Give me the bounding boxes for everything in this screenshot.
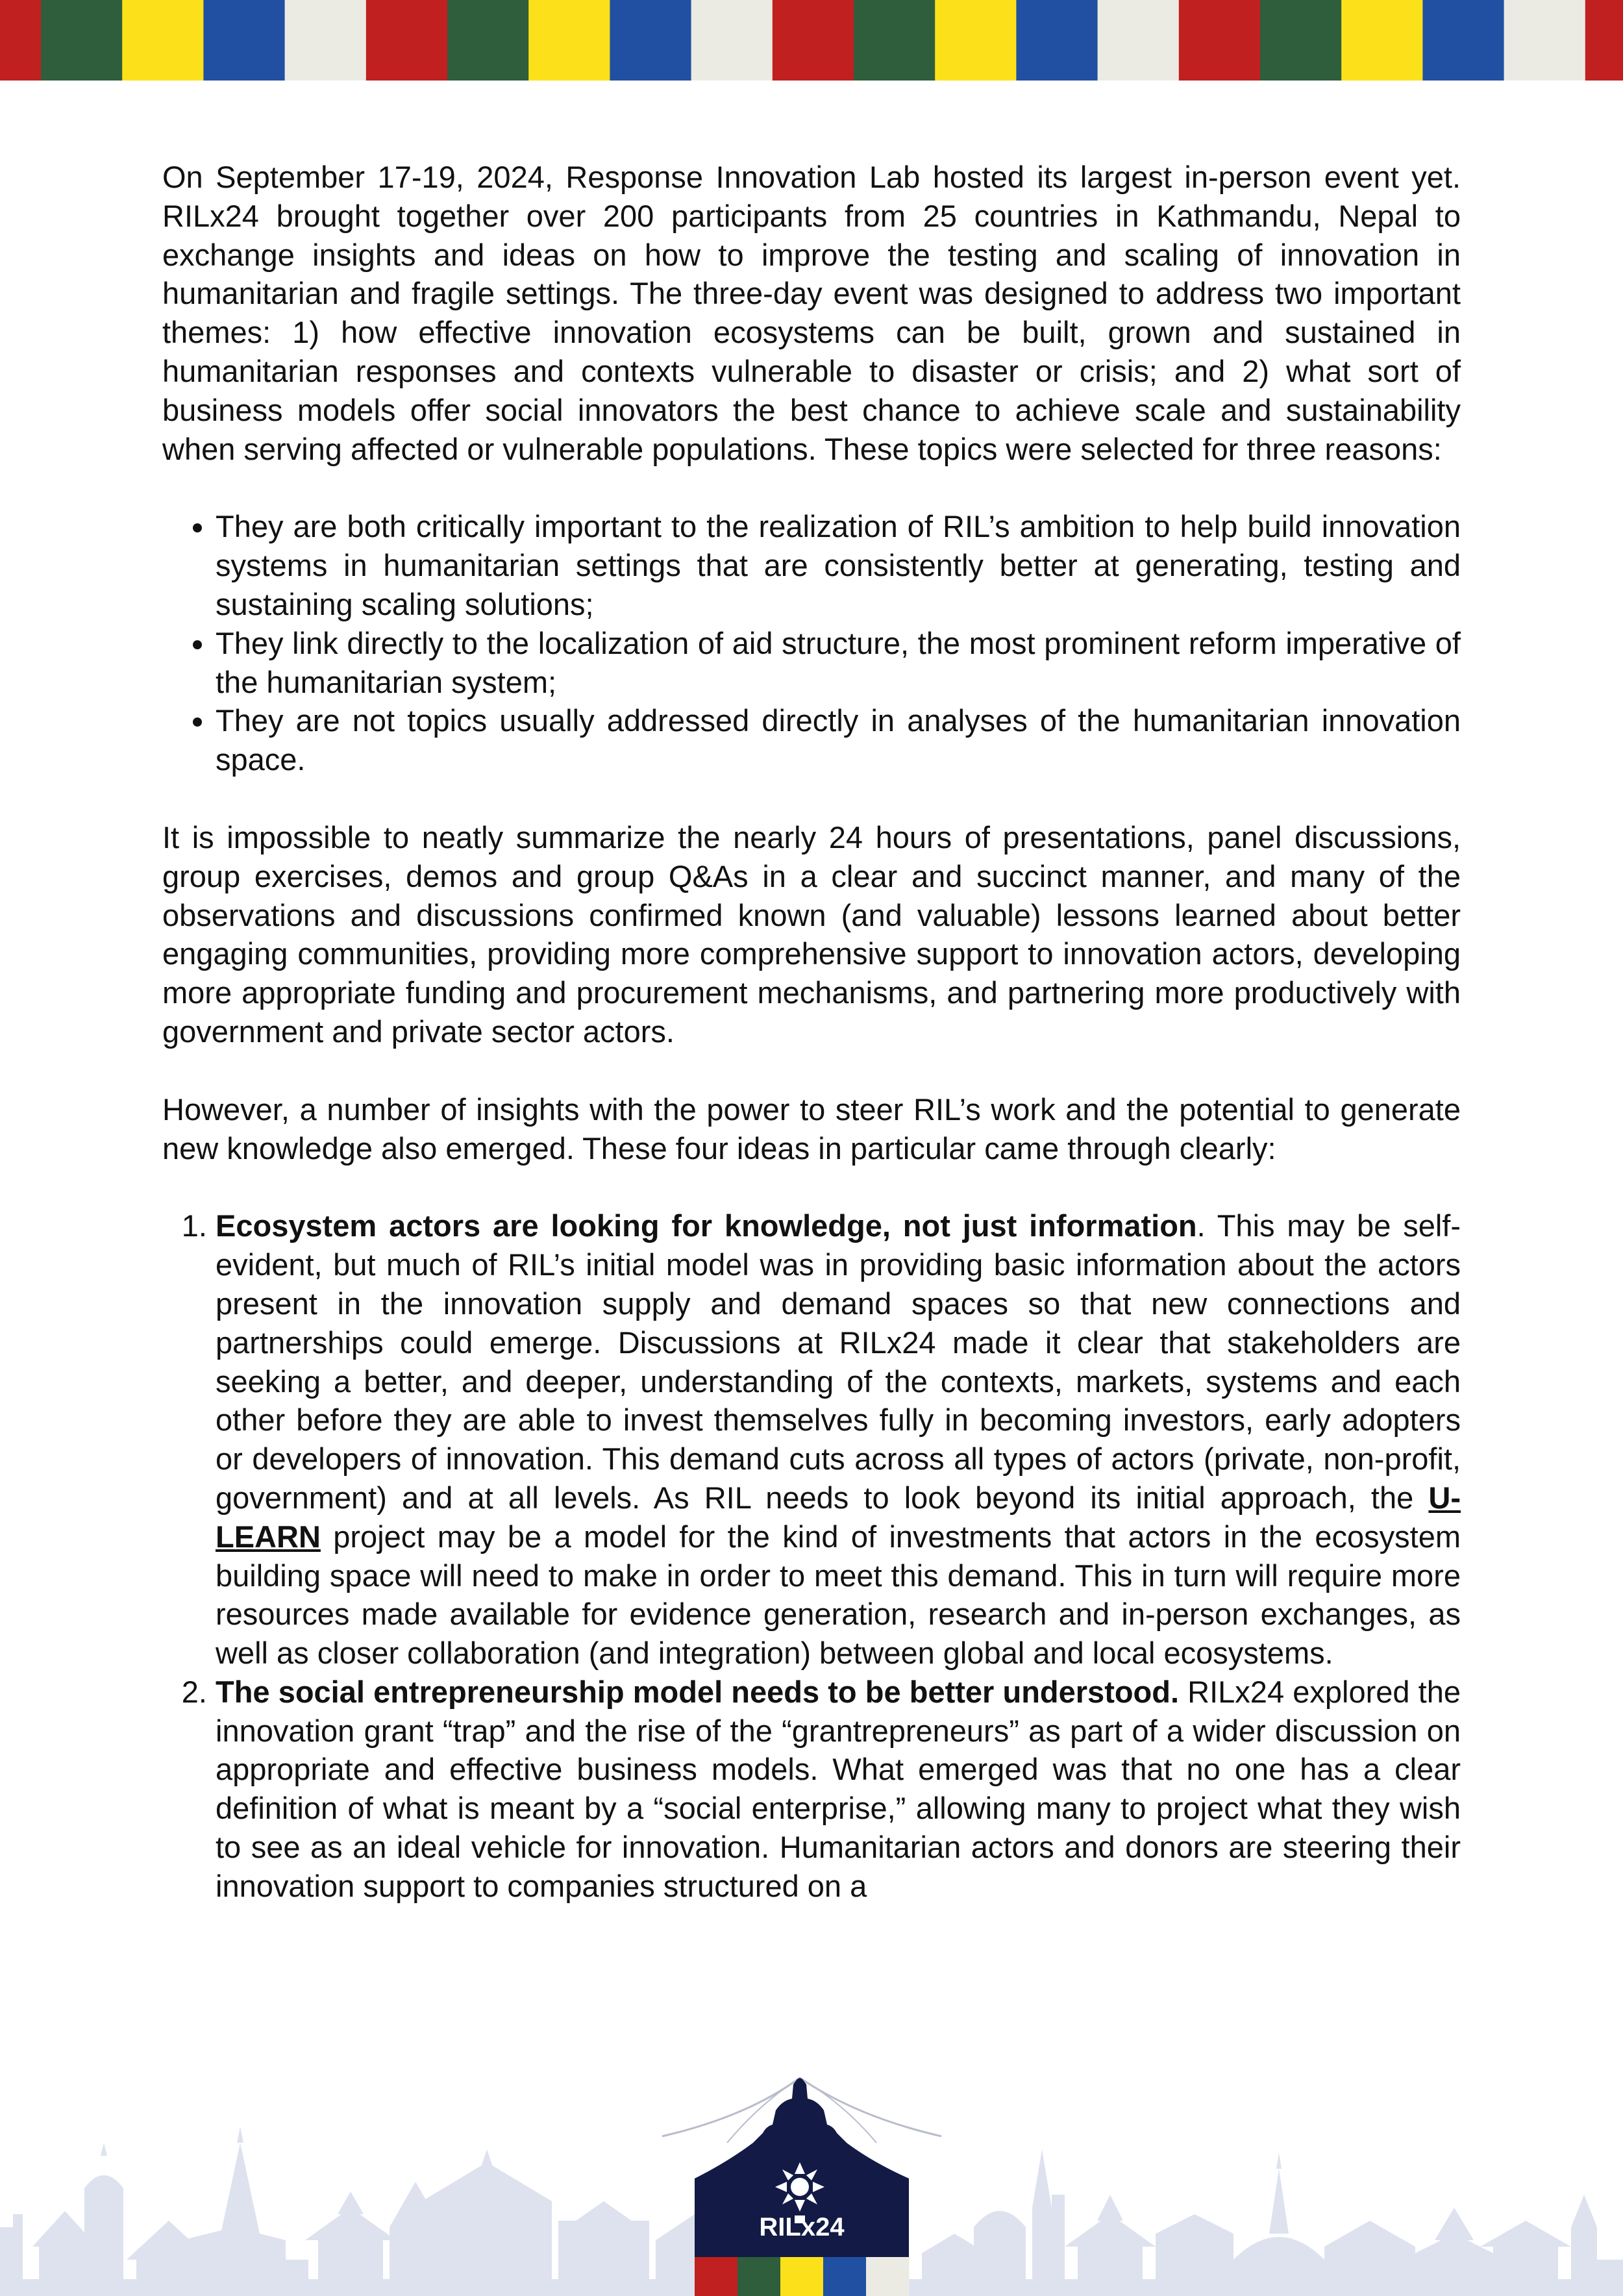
insight-text: project may be a model for the kind of investments that actors in the ecosystem building space will need to make in order to meet this demand. This in turn will require more resources made available for evidence generation, research and in-person exchanges, as well as closer collaboration (and integration) between global and local ecosystems. — [216, 1519, 1461, 1671]
reason-item: • They link directly to the localization of aid structure, the most prominent reform imperative of the humanitarian system; — [216, 624, 1461, 702]
logo-color-band — [737, 2257, 781, 2296]
insight-text: . This may be self-evident, but much of RIL’s initial model was in providing basic information about the actors present in the innovation supply and demand spaces so that new connections and partnerships could emerge. Discussions at RILx24 made it clear that stakeholders are seeking a better, and deeper, understanding of the contexts, markets, systems and each other before they are able to invest themselves fully in becoming investors, early adopters or developers of innovation. This demand cuts across all types of actors (private, non-profit, government) and at all levels. As RIL needs to look beyond its initial approach, the — [216, 1208, 1461, 1515]
flag-block — [528, 0, 610, 81]
logo-wordmark: RILx24 — [759, 2213, 845, 2241]
flag-block — [935, 0, 1017, 81]
flag-block — [773, 0, 854, 81]
logo-color-band — [780, 2257, 824, 2296]
prayer-flag-banner — [0, 0, 1623, 81]
article-body — [162, 158, 1461, 1906]
flag-block — [203, 0, 285, 81]
insight-item — [216, 1673, 1461, 1906]
logo-color-band — [866, 2257, 910, 2296]
insights-list — [162, 1206, 1461, 1905]
flag-block — [1098, 0, 1180, 81]
logo-color-band — [695, 2257, 738, 2296]
flag-block — [1422, 0, 1504, 81]
insight-text: RILx24 explored the innovation grant “trap” and the rise of the “grantrepreneurs” as part of a wider discussion on appropriate and effective business models. What emerged was that no one has a clear definition of what is meant by a “social enterprise,” allowing many to project what they wish to see as an ideal vehicle for innovation. Humanitarian actors and donors are steering their innovation support to companies structured on a — [216, 1674, 1461, 1903]
flag-block — [1341, 0, 1423, 81]
footer-skyline — [0, 2065, 1623, 2296]
rilx24-logo — [695, 2078, 910, 2296]
logo-color-band — [823, 2257, 867, 2296]
flag-block — [41, 0, 123, 81]
summary-paragraph: It is impossible to neatly summarize the nearly 24 hours of presentations, panel discussions, group exercises, demos and group Q&As in a clear and succinct manner, and many of the observations and discussions confirmed known (and valuable) lessons learned about better engaging communities, providing more comprehensive support to innovation actors, developing more appropriate funding and procurement mechanisms, and partnering more productively with government and private sector actors. — [162, 819, 1461, 1049]
flag-block — [1016, 0, 1098, 81]
u-learn-link[interactable]: U-LEARN — [216, 1480, 1461, 1554]
reasons-list — [162, 507, 1461, 779]
flag-block — [691, 0, 773, 81]
prayer-flag-strip — [0, 0, 1623, 81]
flag-block — [122, 0, 204, 81]
flag-block — [1179, 0, 1261, 81]
insights-intro-paragraph: However, a number of insights with the power to steer RIL’s work and the potential to generate new knowledge also emerged. These four ideas in particular came through clearly: — [162, 1092, 1461, 1166]
insight-heading: Ecosystem actors are looking for knowledge, not just information — [216, 1208, 1197, 1243]
flag-block — [854, 0, 935, 81]
flag-block — [1585, 0, 1623, 81]
flag-block — [610, 0, 691, 81]
reason-item: • They are both critically important to the realization of RIL’s ambition to help build innovation systems in humanitarian settings that are consistently better at generating, testing and sustaining scaling solutions; — [216, 507, 1461, 623]
intro-paragraph: On September 17-19, 2024, Response Innovation Lab hosted its largest in-person event yet. RILx24 brought together over 200 participants from 25 countries in Kathmandu, Nepal to exchange insights and ideas on how to improve the testing and scaling of innovation in humanitarian and fragile settings. The three-day event was designed to address two important themes: 1) how effective innovation ecosystems can be built, grown and sustained in humanitarian responses and contexts vulnerable to disaster or crisis; and 2) what sort of business models offer social innovators the best chance to achieve scale and sustainability when serving affected or vulnerable populations. These topics were selected for three reasons: — [162, 160, 1461, 466]
flag-block — [447, 0, 529, 81]
kathmandu-skyline-illustration — [0, 2065, 1623, 2296]
insight-item — [216, 1206, 1461, 1673]
flag-block — [1260, 0, 1342, 81]
flag-block — [366, 0, 448, 81]
flag-block — [1504, 0, 1586, 81]
flag-block — [0, 0, 42, 81]
reason-item: • They are not topics usually addressed directly in analyses of the humanitarian innovation space. — [216, 701, 1461, 779]
insight-heading: The social entrepreneurship model needs to be better understood. — [216, 1674, 1180, 1709]
flag-block — [285, 0, 367, 81]
